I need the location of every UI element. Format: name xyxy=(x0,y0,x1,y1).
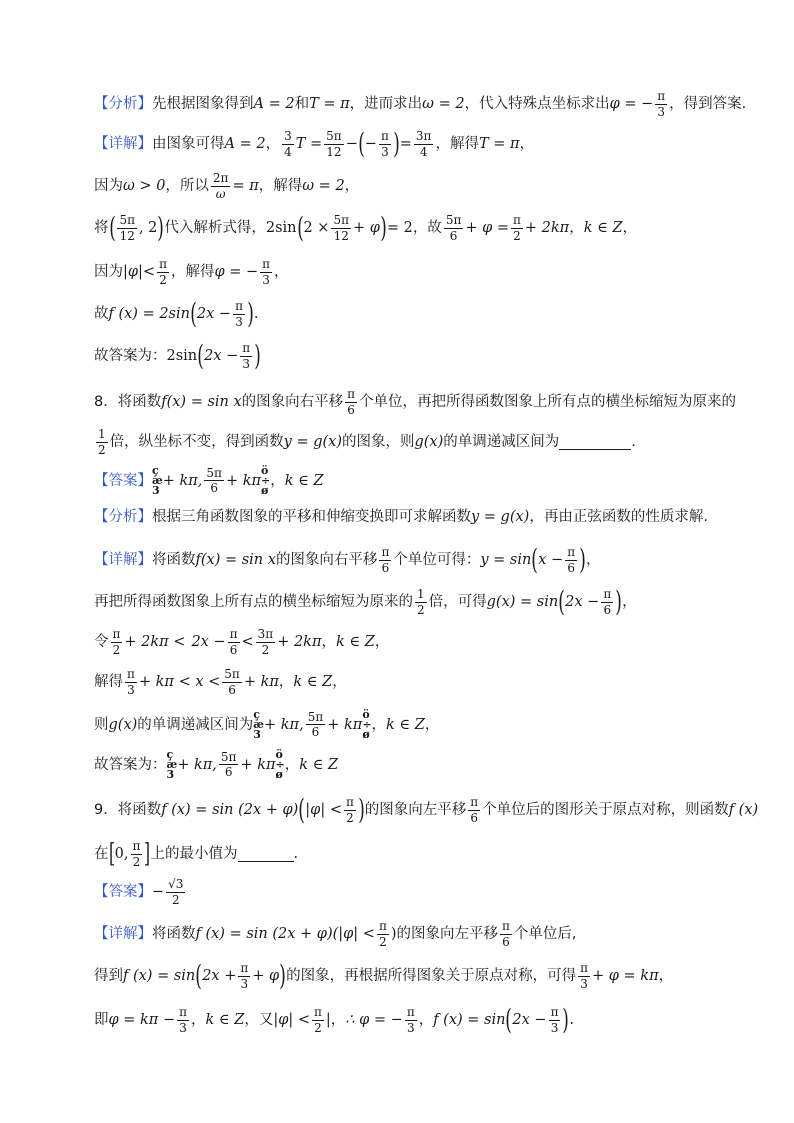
fraction: $\frac{5\pi}{6}$ xyxy=(224,667,240,697)
garbled-symbol: ö ÷ ø xyxy=(261,464,271,497)
question-8-line-1: 8．将函数 f(x) = sin x 的图象向右平移 $\frac{\pi}{6}$ 个单位，再把所得函数图象上所有点的横坐标缩短为原来的 xyxy=(94,387,737,417)
detail-9-line-2: 得到 f (x) = sin ( 2x + $\frac{\pi}{3}$ + φ ) 的图象，再根据所得图象关于原点对称，可得 $\frac{\pi}{3}$ + φ = kπ ， xyxy=(94,959,674,993)
garbled-symbol: ç æ 3 xyxy=(253,708,265,741)
fraction: $\frac{\pi}{3}$ xyxy=(406,1005,415,1035)
fraction: $\frac{\pi}{3}$ xyxy=(380,129,389,159)
fraction: $\frac{2\pi}{\omega}$ xyxy=(212,171,229,201)
fraction: $\frac{√3}{2}$ xyxy=(168,877,184,907)
fraction: $\frac{3\pi}{4}$ xyxy=(415,129,432,159)
answer-line-7: 故答案为： 2sin ( 2x − $\frac{\pi}{3}$ ) xyxy=(94,339,261,373)
question-9-line-2: 在 [ 0, $\frac{\pi}{2}$ ] 上的最小值为 . xyxy=(94,839,299,870)
garbled-symbol: ö ÷ ø xyxy=(362,708,372,741)
fraction: $\frac{\pi}{2}$ xyxy=(159,257,167,287)
answer-blank xyxy=(238,847,294,862)
fraction: $\frac{\pi}{3}$ xyxy=(240,961,249,991)
fraction: $\frac{\pi}{6}$ xyxy=(603,587,612,617)
fraction: $\frac{3\pi}{2}$ xyxy=(257,627,274,657)
detail-8-line-4: 解得 $\frac{\pi}{3}$ + kπ < x < $\frac{5\pi}{6}$ + kπ ， k ∈ Z ， xyxy=(94,667,347,697)
fraction: $\frac{\pi}{6}$ xyxy=(567,545,576,575)
detail-8-line-1: 【详解】 将函数 f(x) = sin x 的图象向右平移 $\frac{\pi}{6}$ 个单位可得： y = sin ( x − $\frac{\pi}{6}$ ) ， xyxy=(94,543,601,577)
fraction: $\frac{5\pi}{12}$ xyxy=(119,213,135,243)
fraction: $\frac{5\pi}{6}$ xyxy=(206,465,222,496)
fraction: $\frac{\pi}{3}$ xyxy=(235,299,243,329)
detail-line-3: 将 ( $\frac{5\pi}{12}$ , 2 ) 代入解析式得， 2sin ( 2 × $\frac{5\pi}{12}$ + φ ) = 2 ，故 $\frac{5\pi}{6}$ + φ = $\frac{\pi}{2}$ + 2kπ ， k ∈ Z ， xyxy=(94,211,638,245)
detail-9-line-1: 【详解】 将函数 f (x) = sin (2x + φ)(|φ| < $\frac{\pi}{2}$ ) 的图象向左平移 $\frac{\pi}{6}$ 个单位后, xyxy=(94,919,577,949)
fraction: $\frac{5\pi}{12}$ xyxy=(326,129,342,159)
answer-blank xyxy=(559,435,631,450)
detail-line-2: 因为 ω > 0 ，所以 $\frac{2\pi}{\omega}$ = π ，解得 ω = 2 ， xyxy=(94,171,360,201)
fraction: $\frac{\pi}{3}$ xyxy=(242,341,251,371)
fraction: $\frac{\pi}{2}$ xyxy=(513,213,521,243)
detail-9-line-3: 即 φ = kπ − $\frac{\pi}{3}$ ， k ∈ Z ，又 |φ| < $\frac{\pi}{2}$ |， ∴ φ = − $\frac{\pi}{3}$ ， f (x) = sin ( 2x − $\frac{\pi}{3}$ ) . xyxy=(94,1003,575,1037)
fraction: $\frac{1}{2}$ xyxy=(417,587,425,617)
detail-8-line-2: 再把所得函数图象上所有点的横坐标缩短为原来的 $\frac{1}{2}$ 倍，可得 g(x) = sin ( 2x − $\frac{\pi}{6}$ ) ， xyxy=(94,585,637,619)
analysis-8: 【分析】 根据三角函数图象的平移和伸缩变换即可求解函数 y = g(x) ，再由正弦函数的性质求解. xyxy=(94,509,708,525)
fraction: $\frac{\pi}{3}$ xyxy=(262,257,271,287)
fraction: $\frac{\pi}{3}$ xyxy=(550,1005,559,1035)
garbled-symbol: ö ÷ ø xyxy=(275,748,285,781)
answer-9: 【答案】 − $\frac{√3}{2}$ xyxy=(94,877,184,907)
fraction: $\frac{\pi}{3}$ xyxy=(580,961,589,991)
detail-line-4: 因为 |φ|< $\frac{\pi}{2}$ ，解得 φ = − $\frac{\pi}{3}$ ， xyxy=(94,257,289,287)
fraction: $\frac{5\pi}{6}$ xyxy=(445,213,462,243)
detail-tag: 【详解】 xyxy=(94,135,152,152)
answer-tag: 【答案】 xyxy=(94,472,152,489)
detail-8-line-3: 令 $\frac{\pi}{2}$ + 2kπ < 2x − $\frac{\pi}{6}$ < $\frac{3\pi}{2}$ + 2kπ ， k ∈ Z ， xyxy=(94,627,390,657)
fraction: $\frac{5\pi}{12}$ xyxy=(333,213,349,243)
fraction: $\frac{\pi}{6}$ xyxy=(229,627,238,657)
fraction: $\frac{\pi}{2}$ xyxy=(345,795,354,825)
detail-line-1: 【详解】 由图象可得 A = 2 ， $\frac{3}{4}$ T = $\frac{5\pi}{12}$ − ( − $\frac{\pi}{3}$ ) = $\frac{3\pi}{4}$ ，解得 T = π ， xyxy=(94,127,535,161)
fraction: $\frac{\pi}{3}$ xyxy=(657,89,666,119)
answer-8: 【答案】 ç æ 3 + kπ, $\frac{5\pi}{6}$ + kπ ö ÷ ø ， k ∈ Z xyxy=(94,464,324,497)
analysis-line-1: 【分析】 先根据图象得到 A = 2 和 T = π ，进而求出 ω = 2 ，代入特殊点坐标求出 φ = − $\frac{\pi}{3}$ ，得到答案. xyxy=(94,89,747,119)
fraction: $\frac{\pi}{3}$ xyxy=(179,1005,187,1035)
garbled-symbol: ç æ 3 xyxy=(166,748,178,781)
fraction: $\frac{\pi}{2}$ xyxy=(314,1005,322,1035)
question-8-line-2: $\frac{1}{2}$ 倍，纵坐标不变，得到函数 y = g(x) 的图象，则 g(x) 的单调递减区间为 . xyxy=(98,427,636,457)
fraction: $\frac{\pi}{2}$ xyxy=(112,627,121,657)
fraction: $\frac{3}{4}$ xyxy=(284,129,292,159)
fraction: $\frac{5\pi}{6}$ xyxy=(307,709,324,740)
fraction: $\frac{\pi}{3}$ xyxy=(127,667,135,697)
detail-line-5: 故 f (x) = 2sin ( 2x − $\frac{\pi}{3}$ ) . xyxy=(94,297,259,331)
fraction: $\frac{1}{2}$ xyxy=(98,427,106,457)
fraction: $\frac{\pi}{6}$ xyxy=(502,919,510,949)
analysis-tag: 【分析】 xyxy=(94,95,152,112)
question-9-line-1: 9．将函数 f (x) = sin (2x + φ) ( |φ| < $\frac{\pi}{2}$ ) 的图象向左平移 $\frac{\pi}{6}$ 个单位后的图形关于原点对称，则函数 f (x) xyxy=(94,793,759,827)
fraction: $\frac{\pi}{6}$ xyxy=(347,387,356,417)
fraction: $\frac{\pi}{6}$ xyxy=(381,545,390,575)
answer-8-final: 故答案为： ç æ 3 + kπ, $\frac{5\pi}{6}$ + kπ ö ÷ ø ， k ∈ Z xyxy=(94,748,339,781)
fraction: $\frac{\pi}{2}$ xyxy=(132,839,141,869)
fraction: $\frac{\pi}{2}$ xyxy=(378,919,387,949)
garbled-symbol: ç æ 3 xyxy=(152,464,163,497)
fraction: $\frac{\pi}{6}$ xyxy=(470,795,479,825)
fraction: $\frac{5\pi}{6}$ xyxy=(220,749,237,780)
detail-8-line-5: 则 g(x) 的单调递减区间为 ç æ 3 + kπ, $\frac{5\pi}{6}$ + kπ ö ÷ ø ， k ∈ Z ， xyxy=(94,708,440,741)
